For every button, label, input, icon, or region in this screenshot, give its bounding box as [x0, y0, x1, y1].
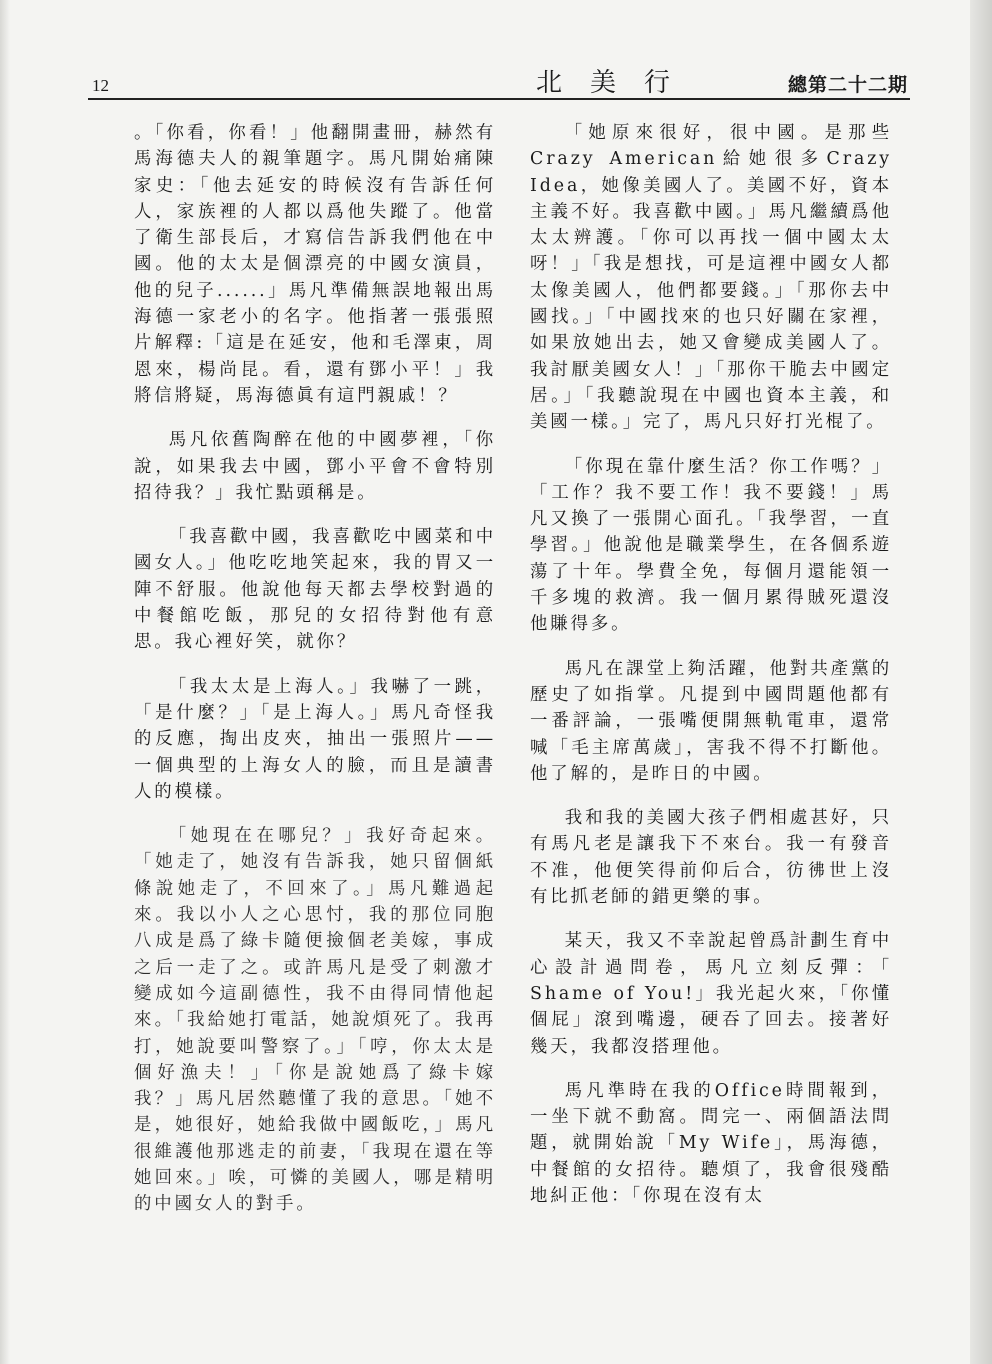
paragraph: 「她現在在哪兒？」我好奇起來。「她走了，她沒有告訴我，她只留個紙條說她走了，不回來了。」馬凡難過起來。我以小人之心思忖，我的那位同胞八成是爲了綠卡隨便撿個老美嫁，事成之后一走了之。或許馬凡是受了刺激才變成如今這副德性，我不由得同情他起來。「我給她打電話，她說煩死了。我再打，她說要叫警察了。」「哼，你太太是個好漁夫！」「你是說她爲了綠卡嫁我？」馬凡居然聽懂了我的意思。「她不是，她很好，她給我做中國飯吃，」馬凡很維護他那逃走的前妻，「我現在還在等她回來。」唉，可憐的美國人，哪是精明的中國女人的對手。: [134, 826, 496, 1215]
page-edge-left: [0, 0, 10, 1364]
page-header: [88, 62, 910, 100]
paragraph: 。「你看，你看！」他翻開畫冊，赫然有馬海德夫人的親筆題字。馬凡開始痛陳家史：「他去延安的時候沒有告訴任何人，家族裡的人都以爲他失蹤了。他當了衛生部長后，才寫信告訴我們他在中國。他的太太是個漂亮的中國女演員，他的兒子......」馬凡準備無誤地報出馬海德一家老小的名字。他指著一張張照片解釋:「這是在延安，他和毛澤東，周恩來，楊尚昆。看，還有鄧小平！」我將信將疑，馬海德眞有這門親戚！？: [134, 123, 496, 406]
paragraph: 馬凡準時在我的Office時間報到，一坐下就不動窩。問完一、兩個語法問題，就開始說「My Wife」，馬海德，中餐館的女招待。聽煩了，我會很殘酷地糾正他：「你現在沒有太: [530, 1080, 892, 1206]
paragraph: 「你現在靠什麼生活？你工作嗎？」「工作？我不要工作！我不要錢！」馬凡又換了一張開心面孔。「我學習，一直學習。」他說他是職業學生，在各個系遊蕩了十年。學費全免，每個月還能領一千多塊的救濟。我一個月累得賊死還沒他賺得多。: [530, 456, 892, 635]
paragraph: 某天，我又不幸說起曾爲計劃生育中心設計過問卷，馬凡立刻反彈：「 Shame of You!」我光起火來，「你懂個屁」滾到嘴邊，硬吞了回去。接著好幾天，我都沒搭理他。: [530, 931, 892, 1057]
paragraph: 馬凡在課堂上夠活躍，他對共產黨的歷史了如指掌。凡提到中國問題他都有一番評論，一張嘴便開無軌電車，還常喊「毛主席萬歲」，害我不得不打斷他。他了解的，是昨日的中國。: [530, 658, 892, 784]
page-number: 12: [92, 76, 109, 95]
right-column: [530, 120, 892, 1227]
page-edge-right: [970, 0, 992, 1364]
left-column: [134, 120, 496, 1236]
paragraph: 「我喜歡中國，我喜歡吃中國菜和中國女人。」他吃吃地笑起來，我的胃又一陣不舒服。他說他每天都去學校對過的中餐館吃飯，那兒的女招待對他有意思。我心裡好笑，就你？: [134, 527, 496, 653]
paragraph: 「我太太是上海人。」我嚇了一跳，「是什麼？」「是上海人。」馬凡奇怪我的反應，掏出皮夾，抽出一張照片——一個典型的上海女人的臉，而且是讀書人的模樣。: [134, 676, 496, 802]
paragraph: 馬凡依舊陶醉在他的中國夢裡，「你說，如果我去中國，鄧小平會不會特別招待我？」我忙點頭稱是。: [134, 430, 496, 503]
issue-label: 總第二十二期: [787, 74, 908, 96]
paragraph: 「她原來很好，很中國。是那些Crazy American給她很多Crazy Idea，她像美國人了。美國不好，資本主義不好。我喜歡中國。」馬凡繼續爲他太太辨護。「你可以再找一個中國太太呀！」「我是想找，可是這裡中國女人都太像美國人，他們都要錢。」「那你去中國找。」「中國找來的也只好關在家裡，如果放她出去，她又會變成美國人了。我討厭美國女人！」「那你干脆去中國定居。」「我聽說現在中國也資本主義，和美國一樣。」完了，馬凡只好打光棍了。: [530, 123, 892, 433]
paragraph: 我和我的美國大孩子們相處甚好，只有馬凡老是讓我下不來台。我一有發音不准，他便笑得前仰后合，彷彿世上沒有比抓老師的錯更樂的事。: [530, 808, 892, 908]
magazine-title: 北美行: [536, 68, 699, 98]
